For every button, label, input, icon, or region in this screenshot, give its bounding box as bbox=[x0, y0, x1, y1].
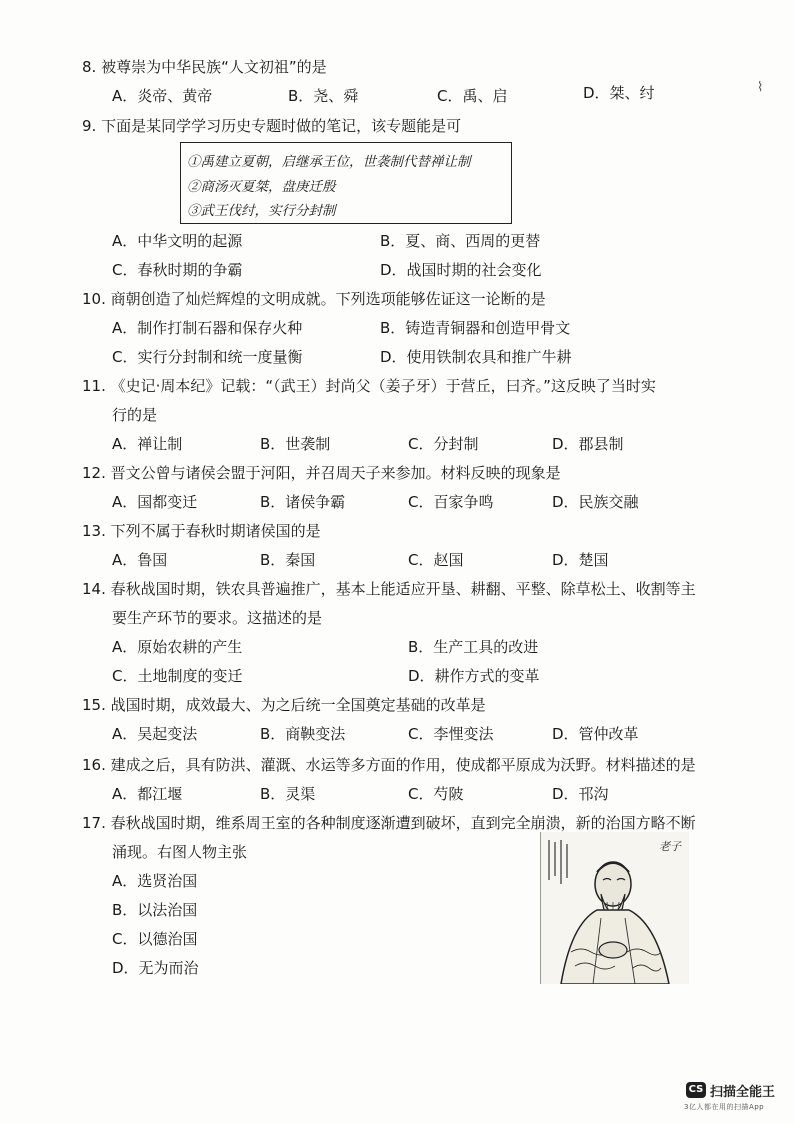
question-14-option-d: D．耕作方式的变革 bbox=[408, 667, 540, 685]
scanner-logo-icon: CS bbox=[686, 1082, 706, 1098]
question-16-option-b: B．灵渠 bbox=[260, 785, 316, 803]
question-11-option-c: C．分封制 bbox=[408, 435, 479, 453]
question-8-stem: 8. 被尊崇为中华民族“人文初祖”的是 bbox=[82, 58, 327, 76]
note-line-2: ②商汤灭夏桀，盘庚迁殷 bbox=[187, 179, 336, 195]
question-9-stem: 9. 下面是某同学学习历史专题时做的笔记，该专题能是可 bbox=[82, 117, 462, 135]
question-14-option-a: A．原始农耕的产生 bbox=[112, 638, 243, 656]
question-9-option-d: D．战国时期的社会变化 bbox=[380, 261, 542, 279]
question-14-stem-cont: 要生产环节的要求。这描述的是 bbox=[112, 609, 323, 627]
question-17-option-c: C．以德治国 bbox=[112, 930, 198, 948]
question-10-option-a: A．制作打制石器和保存火种 bbox=[112, 319, 303, 337]
scan-mark: ⌇ bbox=[757, 80, 764, 95]
question-8-option-b: B．尧、舜 bbox=[288, 87, 359, 105]
question-11-stem: 11. 《史记·周本纪》记载：“（武王）封尚父（姜子牙）于营丘，曰齐。”这反映了当时实 bbox=[82, 377, 656, 395]
question-9-option-b: B．夏、商、西周的更替 bbox=[380, 232, 541, 250]
question-9-option-a: A．中华文明的起源 bbox=[112, 232, 243, 250]
question-12-option-d: D．民族交融 bbox=[552, 493, 639, 511]
scanner-app-tagline: 3亿人都在用的扫描App bbox=[684, 1103, 765, 1111]
question-11-option-d: D．郡县制 bbox=[552, 435, 624, 453]
portrait-illustration bbox=[541, 832, 689, 984]
question-10-stem: 10. 商朝创造了灿烂辉煌的文明成就。下列选项能够佐证这一论断的是 bbox=[82, 290, 546, 308]
question-16-option-a: A．都江堰 bbox=[112, 785, 183, 803]
question-11-option-a: A．禅让制 bbox=[112, 435, 183, 453]
question-14-option-c: C．土地制度的变迁 bbox=[112, 667, 243, 685]
question-17-stem-cont: 涌现。右图人物主张 bbox=[112, 843, 248, 861]
question-13-option-d: D．楚国 bbox=[552, 551, 609, 569]
question-16-option-d: D．邗沟 bbox=[552, 785, 609, 803]
question-17-option-b: B．以法治国 bbox=[112, 901, 198, 919]
question-9-option-c: C．春秋时期的争霸 bbox=[112, 261, 243, 279]
note-line-1: ①禹建立夏朝，启继承王位，世袭制代替禅让制 bbox=[187, 154, 471, 170]
question-16-stem: 16. 建成之后，具有防洪、灌溉、水运等多方面的作用，使成都平原成为沃野。材料描述的是 bbox=[82, 756, 696, 774]
question-13-option-b: B．秦国 bbox=[260, 551, 316, 569]
question-11-option-b: B．世袭制 bbox=[260, 435, 331, 453]
question-14-option-b: B．生产工具的改进 bbox=[408, 638, 539, 656]
question-11-stem-cont: 行的是 bbox=[112, 406, 158, 424]
question-13-stem: 13. 下列不属于春秋时期诸侯国的是 bbox=[82, 522, 321, 540]
portrait-caption: 老子 bbox=[659, 840, 681, 853]
question-15-stem: 15. 战国时期，成效最大、为之后统一全国奠定基础的改革是 bbox=[82, 696, 486, 714]
question-12-option-b: B．诸侯争霸 bbox=[260, 493, 346, 511]
question-15-option-d: D．管仲改革 bbox=[552, 725, 639, 743]
question-8-option-c: C．禹、启 bbox=[437, 87, 508, 105]
question-8-option-d: D．桀、纣 bbox=[583, 84, 655, 102]
question-12-option-a: A．国都变迁 bbox=[112, 493, 198, 511]
question-15-option-a: A．吴起变法 bbox=[112, 725, 198, 743]
question-10-option-c: C．实行分封制和统一度量衡 bbox=[112, 348, 303, 366]
question-15-option-b: B．商鞅变法 bbox=[260, 725, 346, 743]
notes-box bbox=[180, 142, 512, 224]
question-13-option-c: C．赵国 bbox=[408, 551, 464, 569]
question-12-stem: 12. 晋文公曾与诸侯会盟于河阳，并召周天子来参加。材料反映的现象是 bbox=[82, 464, 561, 482]
question-15-option-c: C．李悝变法 bbox=[408, 725, 494, 743]
question-17-stem: 17. 春秋战国时期，维系周王室的各种制度逐渐遭到破坏，直到完全崩溃，新的治国方略不断 bbox=[82, 814, 696, 832]
note-line-3: ③武王伐纣，实行分封制 bbox=[187, 203, 336, 219]
question-10-option-b: B．铸造青铜器和创造甲骨文 bbox=[380, 319, 571, 337]
laozi-portrait bbox=[540, 832, 689, 984]
scanner-app-name: 扫描全能王 bbox=[710, 1085, 776, 1100]
question-13-option-a: A．鲁国 bbox=[112, 551, 168, 569]
question-16-option-c: C．芍陂 bbox=[408, 785, 464, 803]
question-14-stem: 14. 春秋战国时期，铁农具普遍推广，基本上能适应开垦、耕翻、平整、除草松土、收割等主 bbox=[82, 580, 696, 598]
question-10-option-d: D．使用铁制农具和推广牛耕 bbox=[380, 348, 572, 366]
question-17-option-d: D．无为而治 bbox=[112, 959, 199, 977]
question-12-option-c: C．百家争鸣 bbox=[408, 493, 494, 511]
question-17-option-a: A．选贤治国 bbox=[112, 872, 198, 890]
question-8-option-a: A．炎帝、黄帝 bbox=[112, 87, 213, 105]
